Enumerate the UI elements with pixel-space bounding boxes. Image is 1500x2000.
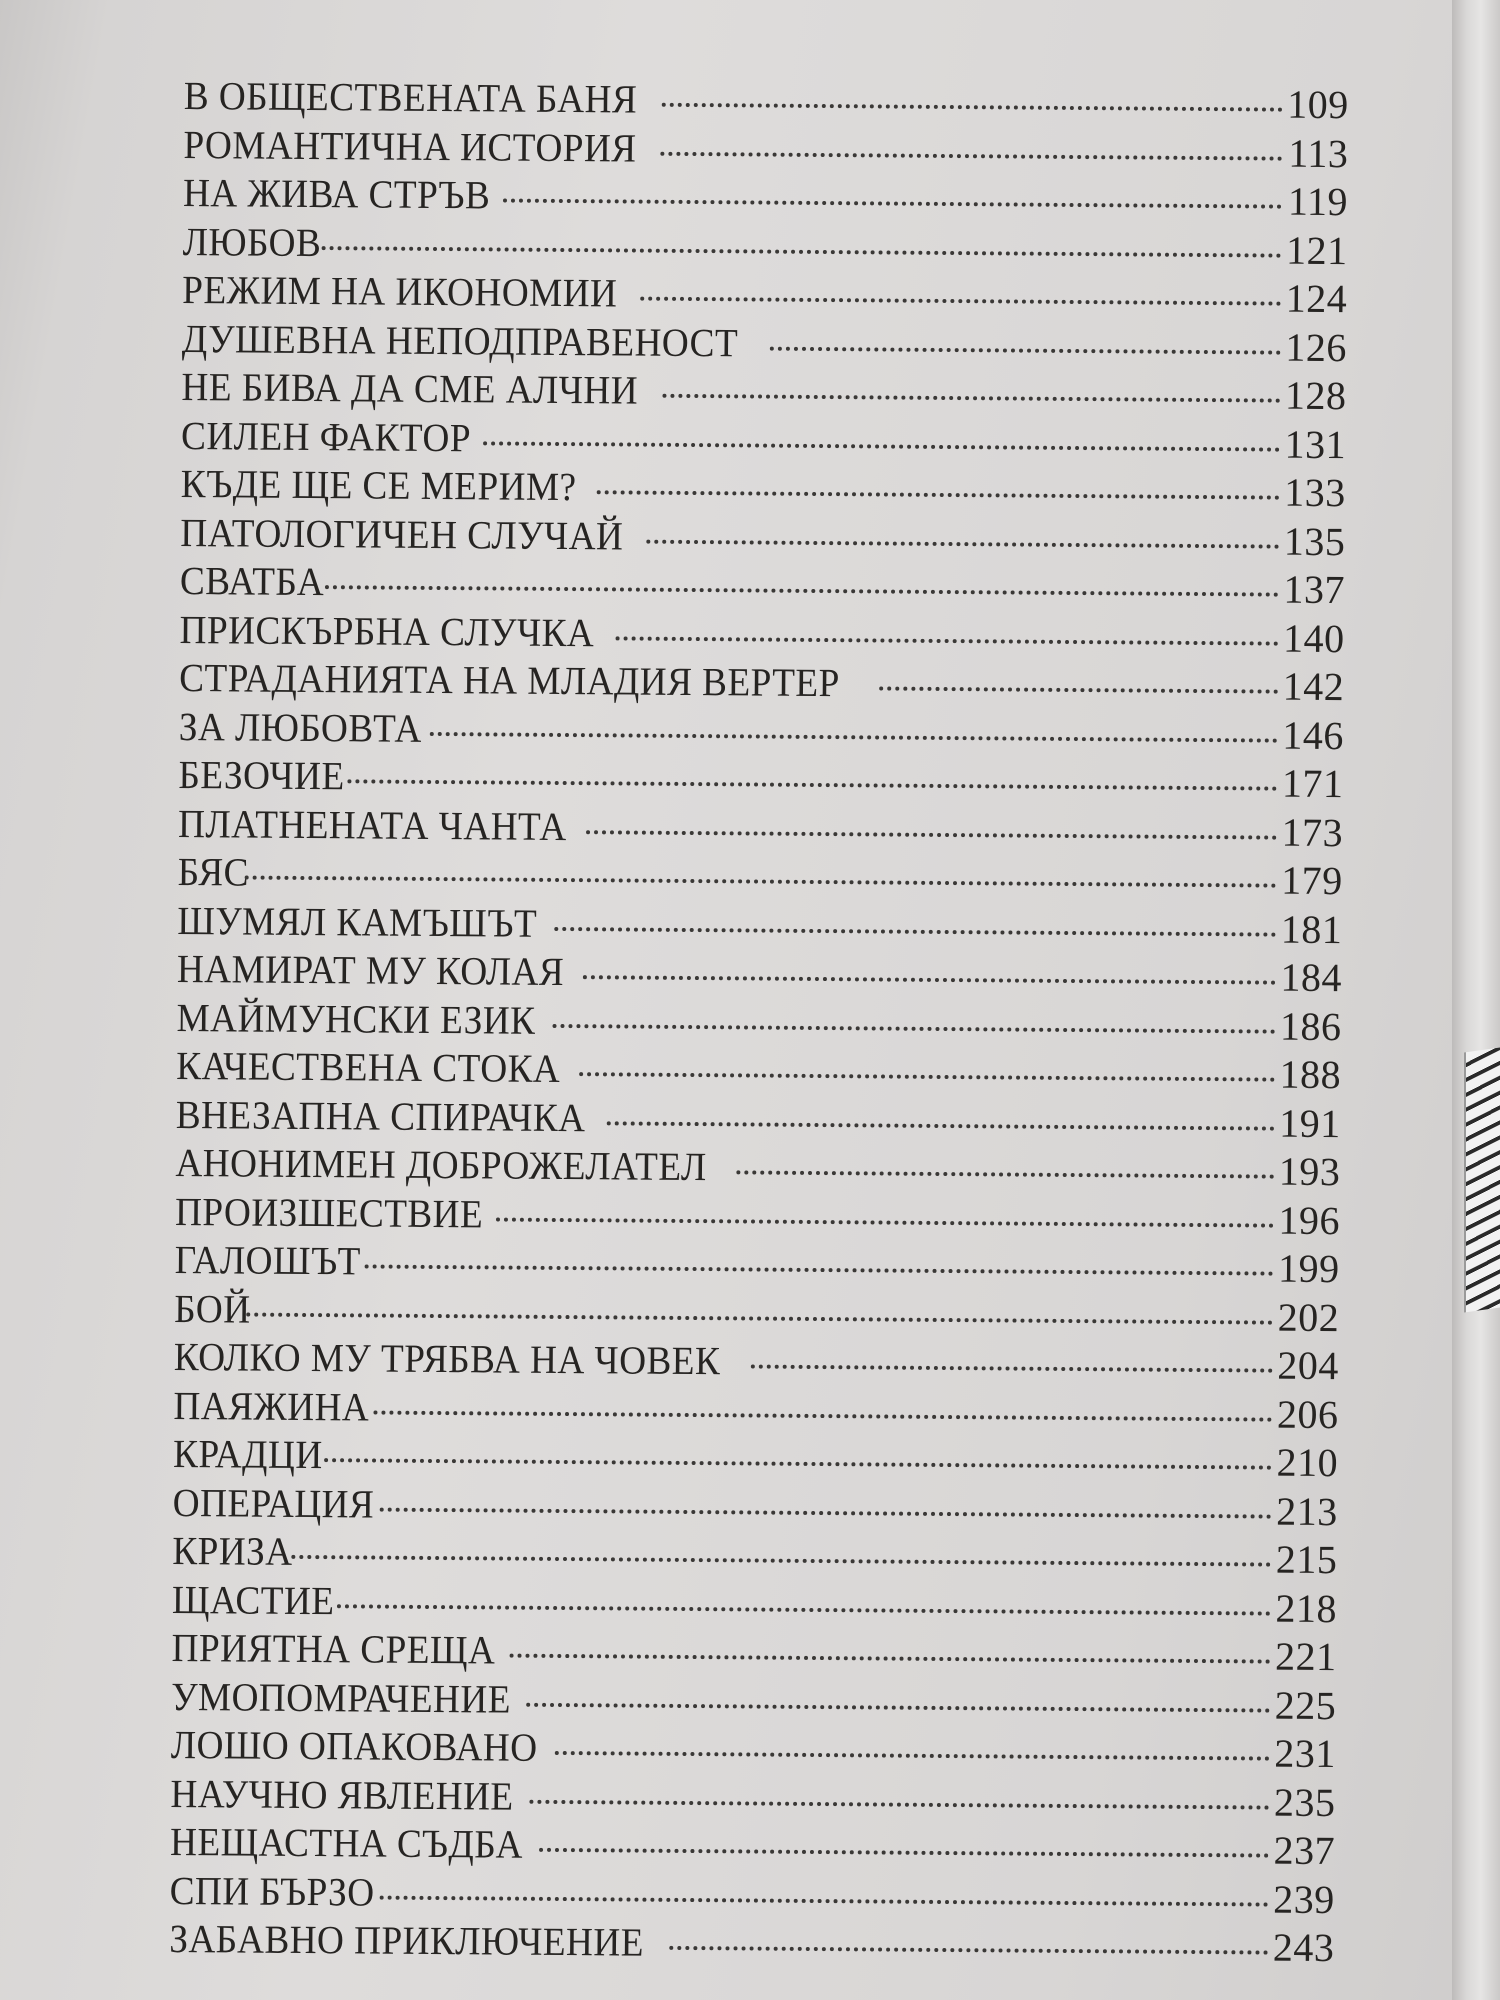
toc-entry-title: СПИ БЪРЗО [169,1867,375,1915]
dot-leader [540,1848,1270,1858]
dot-leader [596,490,1280,499]
toc-entry-page-number: 113 [1288,130,1349,176]
toc-entry-title: КАЧЕСТВЕНА СТОКА [176,1042,561,1091]
toc-entry-page-number: 131 [1284,421,1347,467]
dot-leader [661,151,1283,160]
toc-entry-title: БЯС [177,848,250,895]
toc-entry-page-number: 121 [1285,227,1348,273]
dot-leader [510,1654,1271,1664]
toc-entry-title: НЕЩАСТНА СЪДБА [169,1818,524,1867]
toc-entry-title: КРАДЦИ [172,1430,323,1478]
dot-leader [662,394,1280,403]
toc-entry-page-number: 128 [1284,372,1347,419]
toc-entry-title: АНОНИМЕН ДОБРОЖЕЛАТЕЛ [175,1139,707,1190]
toc-entry-page-number: 179 [1281,857,1343,904]
dot-leader [380,1895,1269,1906]
dot-leader [751,1364,1273,1372]
toc-entry-page-number: 124 [1285,275,1348,322]
toc-entry [174,1236,1339,1294]
toc-entry-title: ГАЛОШЪТ [174,1236,362,1284]
toc-entry-page-number: 196 [1278,1197,1341,1243]
toc-entry-title: ПРИЯТНА СРЕЩА [171,1624,496,1673]
toc-entry-page-number: 206 [1276,1391,1339,1437]
toc-entry-page-number: 210 [1276,1439,1339,1486]
dot-leader [496,1217,1274,1227]
dot-leader [337,1604,1271,1615]
toc-entry-title: ПЛАТНЕНАТА ЧАНТА [177,800,567,849]
toc-entry-title: СТРАДАНИЯТА НА МЛАДИЯ ВЕРТЕР [179,654,840,706]
bookmark-ribbon [1464,1047,1500,1312]
toc-entry-page-number: 231 [1274,1730,1337,1777]
toc-entry-title: ЗАБАВНО ПРИКЛЮЧЕНИЕ [169,1915,645,1965]
toc-entry-page-number: 235 [1273,1779,1336,1825]
toc-entry-page-number: 204 [1277,1342,1340,1389]
dot-leader [661,103,1282,112]
dot-leader [325,585,1279,596]
toc-entry-title: ЛОШО ОПАКОВАНО [170,1721,538,1770]
toc-entry-title: ПРИСКЪРБНА СЛУЧКА [179,606,595,655]
toc-entry-title: СВАТБА [179,557,325,605]
toc-entry-title: МАЙМУНСКИ ЕЗИК [176,994,536,1043]
dot-leader [324,1458,1272,1469]
dot-leader [640,297,1281,306]
dot-leader [379,1507,1271,1518]
toc-entry-title: ЗА ЛЮБОВТА [178,703,422,751]
toc-entry-page-number: 173 [1281,809,1344,855]
toc-entry-page-number: 140 [1282,615,1345,661]
toc-entry [179,702,1344,760]
toc-entry-page-number: 186 [1279,1003,1342,1049]
dot-leader [374,1410,1273,1421]
toc-entry [178,799,1343,857]
toc-entry-page-number: 188 [1279,1051,1342,1098]
dot-leader [246,1312,1273,1324]
toc-entry-page-number: 146 [1282,712,1345,758]
dot-leader [322,246,1282,258]
dot-leader [586,830,1277,839]
toc-entry-page-number: 184 [1280,954,1343,1001]
toc-entry-title: ВНЕЗАПНА СПИРАЧКА [175,1091,586,1140]
toc-entry-page-number: 133 [1284,469,1346,516]
toc-entry-title: ПАТОЛОГИЧЕН СЛУЧАЙ [180,509,624,558]
dot-leader [503,199,1282,209]
toc-entry-page-number: 225 [1274,1682,1337,1728]
dot-leader [554,926,1276,936]
toc-entry [169,1915,1334,1973]
toc-entry [173,1381,1338,1439]
toc-entry-title: РОМАНТИЧНА ИСТОРИЯ [183,121,637,171]
toc-entry-title: КОЛКО МУ ТРЯБВА НА ЧОВЕК [173,1333,721,1384]
toc-entry-page-number: 181 [1280,906,1343,952]
toc-entry-title: КРИЗА [172,1527,293,1574]
toc-entry-title: НАМИРАТ МУ КОЛАЯ [176,945,565,995]
dot-leader [430,731,1278,742]
dot-leader [583,975,1276,984]
toc-entry-title: ЩАСТИЕ [171,1576,335,1623]
dot-leader [552,1023,1275,1033]
toc-entry-page-number: 239 [1273,1876,1335,1922]
toc-entry-page-number: 193 [1278,1148,1341,1195]
dot-leader [365,1264,1274,1275]
toc-entry [180,508,1345,566]
dot-leader [526,1702,1270,1712]
dot-leader [579,1072,1275,1081]
dot-leader [555,1751,1270,1761]
toc-entry-page-number: 191 [1279,1100,1341,1146]
dot-leader [770,346,1281,354]
toc-entry-title: ЛЮБОВ [182,218,322,265]
toc-entry-title: УМОПОМРАЧЕНИЕ [171,1673,512,1722]
toc-entry-page-number: 142 [1282,663,1345,710]
dot-leader [879,686,1278,693]
toc-entry-page-number: 137 [1283,566,1346,613]
toc-entry-title: НА ЖИВА СТРЪВ [182,169,491,218]
toc-entry-title: НАУЧНО ЯВЛЕНИЕ [170,1770,514,1819]
toc-entry-title: ОПЕРАЦИЯ [172,1479,375,1527]
toc-entry [183,169,1348,227]
toc-entry-page-number: 221 [1274,1633,1337,1680]
dot-leader [292,1555,1272,1567]
toc-entry-title: НЕ БИВА ДА СМЕ АЛЧНИ [181,363,639,413]
toc-entry-title: ПАЯЖИНА [173,1382,370,1429]
toc-entry-page-number: 135 [1283,518,1346,564]
toc-entry-title: ПРОИЗШЕСТВИЕ [174,1188,484,1236]
book-page-edge [1452,0,1500,2000]
dot-leader [483,441,1280,451]
toc-entry-page-number: 109 [1287,81,1349,128]
toc-entry-page-number: 213 [1276,1488,1338,1534]
toc-entry-title: КЪДЕ ЩЕ СЕ МЕРИМ? [180,460,577,510]
toc-entry-page-number: 171 [1281,760,1344,807]
toc-entry-page-number: 215 [1275,1536,1338,1583]
dot-leader [670,1946,1269,1955]
table-of-contents [169,72,1349,1973]
toc-entry-title: В ОБЩЕСТВЕНАТА БАНЯ [183,72,638,122]
toc-entry-page-number: 218 [1275,1585,1338,1631]
toc-entry-page-number: 199 [1277,1245,1340,1292]
toc-entry-page-number: 243 [1272,1924,1335,1971]
toc-entry-title: СИЛЕН ФАКТОР [180,412,472,460]
toc-entry-page-number: 202 [1277,1294,1340,1340]
toc-entry-title: БОЙ [174,1285,251,1332]
toc-entry [173,1478,1338,1536]
toc-entry-title: ДУШЕВНА НЕПОДПРАВЕНОСТ [181,315,739,365]
toc-entry-title: БЕЗОЧИЕ [178,751,345,799]
toc-entry-page-number: 119 [1287,178,1349,225]
toc-entry-title: РЕЖИМ НА ИКОНОМИИ [182,266,618,316]
dot-leader [347,779,1277,790]
dot-leader [606,1121,1274,1130]
toc-entry-title: ШУМЯЛ КАМЪШЪТ [177,897,538,946]
toc-entry-page-number: 237 [1273,1827,1336,1874]
toc-entry-page-number: 126 [1285,324,1348,370]
dot-leader [647,539,1280,548]
dot-leader [244,875,1276,887]
dot-leader [529,1799,1269,1809]
dot-leader [615,636,1278,645]
dot-leader [737,1170,1275,1178]
